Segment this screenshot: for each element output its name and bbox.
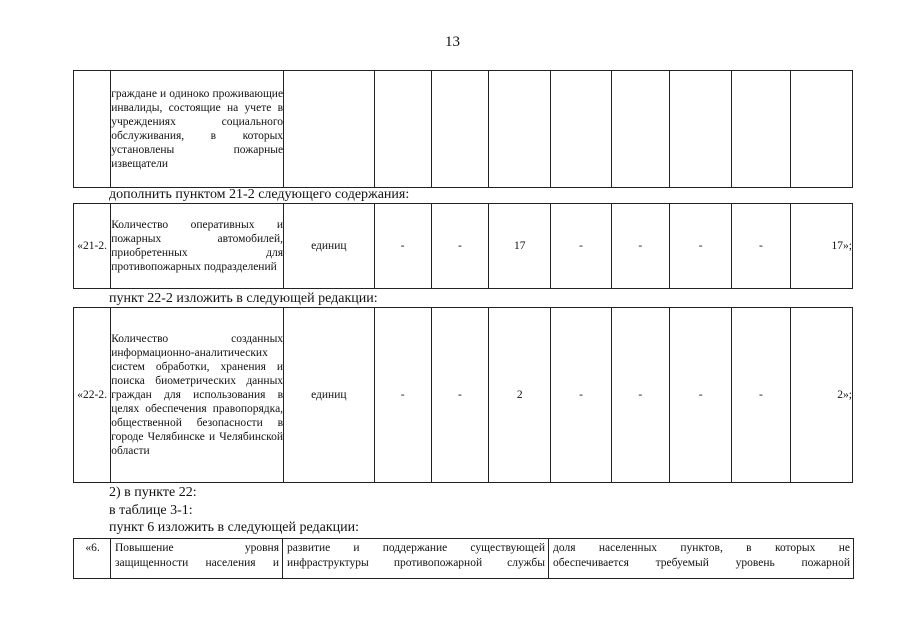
indicator-cell	[549, 539, 854, 579]
goal-cell	[111, 539, 283, 579]
indicator-table-21-2	[73, 203, 853, 289]
value-cell: 17	[489, 204, 551, 289]
paragraph-edit-item-6: пункт 6 изложить в следующей редакции:	[109, 520, 359, 535]
value-cell: -	[551, 204, 611, 289]
indicator-description: Количество созданных информационно-аналитических систем обработки, хранения и поиска биометрических данных граждан для использования в целях обеспечения правопорядка, общественной безопасности в городе Челябинске и Челябинской области	[111, 308, 284, 483]
value-cell: 2»;	[790, 308, 852, 483]
table-row	[74, 308, 853, 483]
value-cell: -	[551, 308, 611, 483]
value-cell: -	[732, 204, 790, 289]
task-line: инфраструктуры противопожарной службы	[287, 557, 545, 569]
paragraph-add-item: дополнить пунктом 21-2 следующего содержания:	[109, 187, 410, 202]
paragraph-item-22: 2) в пункте 22:	[109, 485, 197, 500]
value-cell: -	[669, 204, 731, 289]
row-number-cell: «22-2.	[74, 308, 111, 483]
goal-line: защищенности населения и	[115, 557, 279, 569]
task-cell	[283, 539, 549, 579]
paragraph-table-3-1: в таблице 3-1:	[109, 503, 193, 518]
value-cell: -	[611, 204, 669, 289]
table-row	[74, 204, 853, 289]
value-cell: -	[611, 308, 669, 483]
value-cell: -	[431, 308, 488, 483]
indicator-description: Количество оперативных и пожарных автомобилей, приобретенных для противопожарных подразделений	[111, 204, 284, 289]
indicator-line: доля населенных пунктов, в которых не	[553, 542, 850, 554]
value-cell: -	[669, 308, 731, 483]
indicator-description: граждане и одиноко проживающие инвалиды, состоящие на учете в учреждениях социального обслуживания, в которых установлены пожарные извещатели	[111, 71, 284, 188]
value-cell: 2	[489, 308, 551, 483]
value-cell: -	[374, 308, 431, 483]
unit-cell: единиц	[284, 204, 374, 289]
value-cell: -	[431, 204, 488, 289]
indicator-line: обеспечивается требуемый уровень пожарной	[553, 557, 850, 569]
row-number-cell: «6.	[74, 539, 111, 579]
task-line: развитие и поддержание существующей	[287, 542, 545, 554]
value-cell: -	[732, 308, 790, 483]
table-row	[74, 539, 854, 579]
goal-line: Повышение уровня	[115, 542, 279, 554]
indicator-table-top	[73, 70, 853, 188]
table-3-1	[73, 538, 854, 579]
table-row	[74, 71, 853, 188]
indicator-table-22-2	[73, 307, 853, 483]
paragraph-edit-item: пункт 22-2 изложить в следующей редакции:	[109, 291, 378, 306]
unit-cell: единиц	[284, 308, 374, 483]
value-cell: -	[374, 204, 431, 289]
row-number-cell: «21-2.	[74, 204, 111, 289]
row-number-cell	[74, 71, 111, 188]
page-number: 13	[445, 34, 460, 50]
value-cell: 17»;	[790, 204, 852, 289]
